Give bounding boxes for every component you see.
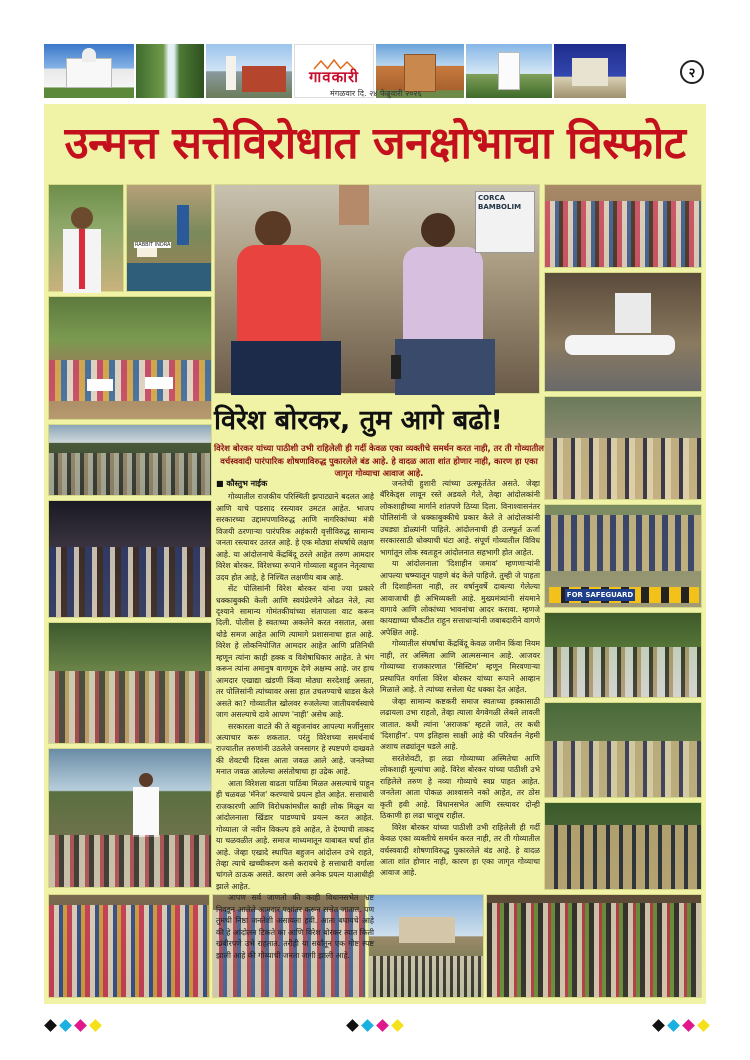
logo-text: गावकारी [308, 68, 360, 86]
photo-bottom-crowd-1 [48, 894, 210, 998]
photo-man-speaking [48, 748, 212, 888]
article-paragraph: आता विरेशला वाढता पाठिंबा मिळत असल्याचे पाहून ही चळवळ 'मॅनेज' करण्याचे प्रयत्न होत आहेत. सत्ताधारी राजकारणी आणि विरोधकांमधील काही लोक मिळून या आंदोलनाला खिंडार पाडण्याचे प्रयत्न करत आहेत. गोव्याला जे नवीन विकल्प हवे आहेत, ते देण्याची ताकद या चळवळीत आहे. समाज माध्यमातून याबाबत चर्चा होत आहे. जेव्हा एखादे स्थापित बहुजन आंदोलन उभे राहते, तेव्हा त्याचे खच्चीकरण कसे करायचे हे सत्ताधारी वर्गाला चांगले ठाऊक असते. कारण असे अनेक प्रयत्न याआधीही झाले आहेत. [216, 778, 374, 891]
photo-injured-protester [544, 272, 702, 392]
article-paragraph: सरकारला वाटते की ते बहुजनांवर आपल्या मर्जीनुसार अत्याचार करू शकतात. परंतु विरेशच्या समर्थनार्थ राज्यातील तरुणांनी उठलेले जनसागर हे स्पष्टपणे दाखवते की शेवटची दिवस आता जवळ आले आहे. जनतेच्या मनात जवळ आलेल्या असंतोषाचा हा उद्रेक आहे. [216, 721, 374, 777]
photo-police-line-3 [544, 802, 702, 890]
article-column-2 [380, 478, 540, 888]
registration-marks-center [346, 1021, 404, 1030]
photo-police-barricade [544, 504, 702, 608]
barricade-sign-text: FOR SAFEGUARD [566, 591, 634, 599]
article-paragraph: गोव्यातील राजकीय परिस्थिती झपाट्याने बदलत आहे आणि याचे पडसाद रस्त्यावर उमटत आहेत. भाजप सरकारच्या उद्दामपणाविरुद्ध आणि नागरिकांच्या मंत्री विजयी ठरणाऱ्या पारंपरिक अहंकारी वृत्तीविरुद्ध सामान्य जनता रस्त्यावर उतरत आहे. हे एक मोठ्या संघर्षाचे लक्षण आहे. या आंदोलनाचे केंद्रबिंदू ठरले आहेत तरुण आमदार विरेश बोरकर. विरेशच्या रूपाने गोव्याला बहुजन नेतृत्वाचा उदय होत आहे, हे निश्चित लक्षणीय बाब आहे. [216, 492, 374, 582]
article-paragraph: या आंदोलनाला 'दिशाहीन जमाव' म्हणणाऱ्यांनी आपल्या चष्म्यातून पाहणे बंद केले पाहिजे. तुम्ही जे पाहता ती दिशाहीनता नाही, तर वर्षानुवर्षे दाबल्या गेलेल्या आवाजाची ही अभिव्यक्ती आहे. मुख्यमंत्र्यांनी संयमाने वागावे आणि लोकांच्या भावनांचा आदर करावा. म्हणजे कायद्याच्या चौकटीत राहून सत्ताधाऱ्यांनी जबाबदारीने वागणे अपेक्षित आहे. [380, 559, 540, 637]
masthead-photo-waterfall [136, 44, 204, 98]
photo-women-protest [48, 296, 212, 420]
masthead-photo-chapel [466, 44, 552, 98]
photo-bottom-crowd-3 [486, 894, 702, 998]
photo-night-crowd [48, 500, 212, 618]
registration-marks-left [44, 1021, 102, 1030]
logo-ornament [309, 55, 359, 67]
registration-marks-right [652, 1021, 710, 1030]
masthead-photo-temple [206, 44, 292, 98]
photo-crowd-right-top [544, 184, 702, 268]
placard-small-text: RABBIT INDRA [135, 242, 171, 248]
article-paragraph: सरतेशेवटी, हा लढा गोव्याच्या अस्मितेचा आणि लोकशाही मूल्यांचा आहे. विरेश बोरकर यांच्या पाठीशी उभे राहिलेले तरुण हे नव्या गोव्याचे स्वप्न पाहत आहेत. जनतेला आता पोकळ आश्वासने नको आहेत, तर ठोस कृती हवी आहे. विधानसभेत आणि रस्त्यावर दोन्ही ठिकाणी हा लढा चालूच राहील. [380, 753, 540, 821]
photo-march [544, 612, 702, 698]
placard-banner [475, 191, 535, 253]
barricade-sign [565, 589, 635, 601]
article-paragraph: विरेश बोरकर यांच्या पाठीशी उभी राहिलेली ही गर्दी केवळ एका व्यक्तीचे समर्थन करत नाही, तर ती गोव्यातील वर्चस्ववादी शोषणाविरुद्ध पुकारलेले बंड आहे. हे वादळ आता शांत होणार नाही, कारण हा एका जागृत गोव्याचा आवाज आहे. [380, 822, 540, 878]
photo-police-line-1 [544, 396, 702, 500]
article-intro: विरेश बोरकर यांच्या पाठीशी उभी राहिलेली ही गर्दी केवळ एका व्यक्तीचे समर्थन करत नाही, तर ती गोव्यातील वर्चस्ववादी पारंपारिक शोषणाविरुद्ध पुकारलेले बंड आहे. हे वादळ आता शांत होणार नाही, कारण हा एका जागृत गोव्याचा आवाज आहे. [214, 443, 544, 478]
article-paragraph: सेंट पोलिसांनी विरेश बोरकर यांना ज्या प्रकारे धक्काबुक्की केली आणि स्वयंप्रेरणेने ओढत नेले, त्या दृश्याने सामान्य गोमंतकीयांच्या संतापाला वाट करून दिली. पोलीस हे स्वतःच्या अकलेने करत नसतात, असा थोडे समज आहेत आणि त्यामागे प्रशासनाचा हात आहे. विरेश हे लोकनियोजित आमदार आहेत आणि प्रतिनिधी म्हणून त्यांना काही हक्क व विशेषाधिकार आहेत. ते भंग करून त्यांना अमानुष वागणूक देणे अक्षम्य आहे. जर हाच आमदार एखाद्या खंडणी किंवा मोठ्या सरदेशाई असता, तर पोलिसांनी त्यांच्यावर असा हात उचलण्याचे धाडस केले असते का? गोव्यातील खोलवर रुजलेल्या जातीयवर्चस्वाचे जाग असल्याचे दावे आपण 'नाही' असेच आहे. [216, 584, 374, 720]
headline: उन्मत्त सत्तेविरोधात जनक्षोभाचा विस्फोट [64, 118, 686, 169]
photo-bottom-assembly [368, 894, 484, 998]
photo-crowd-placards [126, 184, 212, 292]
page-number: २ [680, 60, 704, 84]
issue-date: मंगळवार दि. २४ फेब्रुवारी २०२६ [330, 89, 422, 98]
masthead-photo-church [44, 44, 134, 98]
placard-small [134, 242, 171, 248]
article-paragraph: जनतेची हुशारी त्यांच्या उत्स्फूर्ततेत असते. जेव्हा बॅरिकेड्स लावून रस्ते अडवले गेले, तेव्हा आंदोलकांनी लोकशाहीच्या मार्गाने शांतपणे ठिय्या दिला. विनाश्वासनंतर पोलिसांनी जे धक्काबुक्कीचे प्रकार केले ते आंदोलकांनी उघड्या डोळ्यांनी पाहिले. आंदोलनाची ही उत्स्फूर्त ऊर्जा सरकारसाठी धोक्याची घंटा आहे. संपूर्ण गोव्यातील विविध भागांतून लोक स्वतःहून आंदोलनात सहभागी होत आहेत. [380, 479, 540, 557]
article-paragraph: गोव्यातील संघर्षाचा केंद्रबिंदू केवळ जमीन किंवा नियम नाही, तर अस्मिता आणि आत्मसन्मान आहे. आजवर गोव्याच्या राजकारणात 'सिस्टिम' म्हणून मिरवणाऱ्या प्रस्थापित वर्गाला विरेश बोरकर यांच्या रूपाने आव्हान मिळाले आहे. ते त्यांच्या सत्तेला थेट धक्का देत आहेत. [380, 639, 540, 695]
placard-banner-text: CORCA BAMBOLIM [478, 194, 522, 211]
photo-protesters-sitting [48, 622, 212, 744]
photo-police-line-2 [544, 702, 702, 798]
article-byline: ■ कौस्तुभ नाईक [216, 479, 268, 488]
masthead-photo-night-church [554, 44, 626, 98]
article-paragraph: जेव्हा सामान्य कष्टकरी समाज स्वतःच्या हक्कासाठी लढायला उभा राहतो, तेव्हा त्याला वेगवेगळी लेबले लावली जातात. कधी त्यांना 'अराजक' म्हटले जाते, तर कधी 'दिशाहीन'. पण इतिहास साक्षी आहे की परिवर्तन नेहमी अशाच लढ्यांतून घडले आहे. [380, 696, 540, 752]
photo-speaker-mic [48, 184, 124, 292]
article-subhead: विरेश बोरकर, तुम आगे बढो! [214, 404, 503, 436]
photo-hunger-strike-main [214, 184, 540, 394]
photo-crowd-road [48, 424, 212, 496]
article-paragraph: आपण सर्व जाणतो की काही विधानसभेत भ्रष्ट निवडून आलेले आमदार पक्षांतर करून सत्तेत जातात. पण तुमची निष्ठा जनतेशी असायला हवी. आता बघायचे आहे की हे आंदोलन टिकते का आणि विरेश बोरकर त्यात किती खंबीरपणे उभे राहतात. तरीही या सर्वांतून एक गोष्ट स्पष्ट झाली आहे की गोव्याची जनता जागी झाली आहे. [216, 893, 374, 960]
article-column-1 [216, 478, 374, 960]
